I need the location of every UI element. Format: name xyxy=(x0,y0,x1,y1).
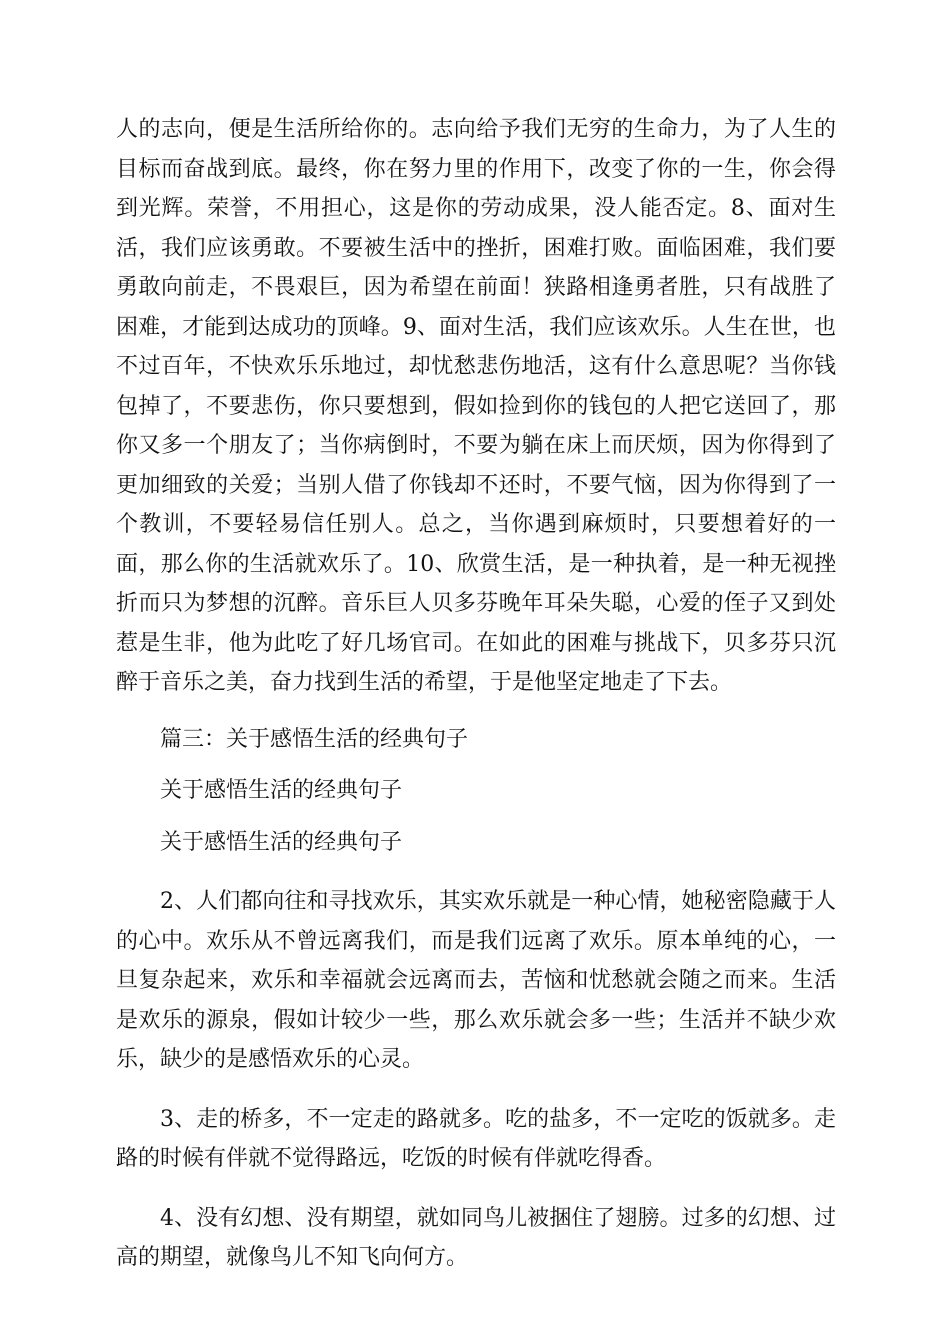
paragraph-item-3: 3、走的桥多，不一定走的路就多。吃的盐多，不一定吃的饭就多。走路的时候有伴就不觉得路远，吃饭的时候有伴就吃得香。 xyxy=(116,1106,836,1171)
document-title: 关于感悟生活的经典句子 xyxy=(160,778,403,803)
paragraph-item-4: 4、没有幻想、没有期望，就如同鸟儿被捆住了翅膀。过多的幻想、过高的期望，就像鸟儿不知飞向何方。 xyxy=(116,1205,836,1270)
paragraph-item-2: 2、人们都向往和寻找欢乐，其实欢乐就是一种心情，她秘密隐藏于人的心中。欢乐从不曾远离我们，而是我们远离了欢乐。原本单纯的心，一旦复杂起来，欢乐和幸福就会远离而去，苦恼和忧愁就会随之而来。生活是欢乐的源泉，假如计较少一些，那么欢乐就会多一些；生活并不缺少欢乐，缺少的是感悟欢乐的心灵。 xyxy=(116,889,836,1072)
paragraph-continuation: 人的志向，便是生活所给你的。志向给予我们无穷的生命力，为了人生的目标而奋战到底。最终，你在努力里的作用下，改变了你的一生，你会得到光辉。荣誉，不用担心，这是你的劳动成果，没人能否定。8、面对生活，我们应该勇敢。不要被生活中的挫折，困难打败。面临困难，我们要勇敢向前走，不畏艰巨，因为希望在前面！狭路相逢勇者胜，只有战胜了困难，才能到达成功的顶峰。9、面对生活，我们应该欢乐。人生在世，也不过百年，不快欢乐乐地过，却忧愁悲伤地活，这有什么意思呢？当你钱包掉了，不要悲伤，你只要想到，假如捡到你的钱包的人把它送回了，那你又多一个朋友了；当你病倒时，不要为躺在床上而厌烦，因为你得到了更加细致的关爱；当别人借了你钱却不还时，不要气恼，因为你得到了一个教训，不要轻易信任别人。总之，当你遇到麻烦时，只要想着好的一面，那么你的生活就欢乐了。10、欣赏生活，是一种执着，是一种无视挫折而只为梦想的沉醉。音乐巨人贝多芬晚年耳朵失聪，心爱的侄子又到处惹是生非，他为此吃了好几场官司。在如此的困难与挑战下，贝多芬只沉醉于音乐之美，奋力找到生活的希望，于是他坚定地走了下去。 xyxy=(116,117,836,695)
document-subtitle: 关于感悟生活的经典句子 xyxy=(160,829,403,855)
document-body xyxy=(116,110,836,1278)
section-heading: 篇三：关于感悟生活的经典句子 xyxy=(160,726,469,752)
